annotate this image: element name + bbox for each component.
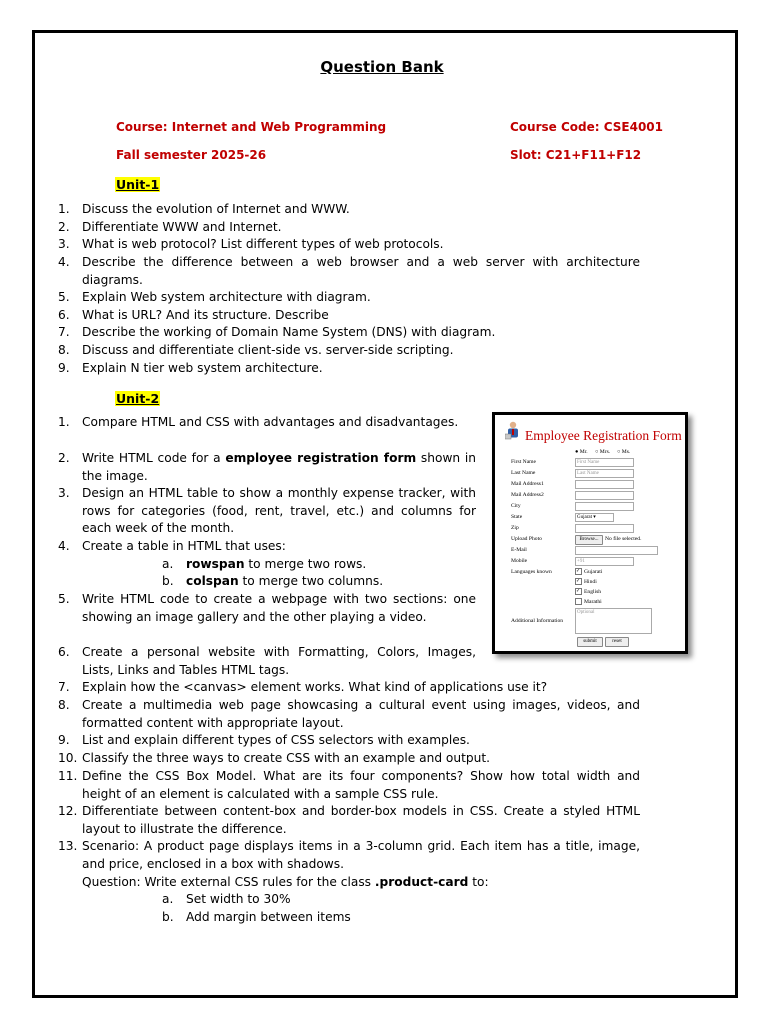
- mobile-input: +91: [575, 557, 634, 566]
- field-label: Last Name: [511, 470, 536, 476]
- form-title: Employee Registration Form: [525, 428, 682, 443]
- list-item: 2. Write HTML code for a employee registration form shown in the image.: [58, 451, 476, 483]
- course-code: Course Code: CSE4001: [510, 120, 663, 134]
- browse-button: Browse...: [575, 535, 603, 545]
- list-item: 11. Define the CSS Box Model. What are its four components? Show how total width and height of an element is calculated with a sample CSS rule.: [58, 769, 640, 801]
- radio-mrs: ○ Mrs.: [595, 449, 611, 455]
- first-name-input: First Name: [575, 458, 634, 467]
- reset-button: reset: [605, 637, 629, 647]
- list-item: 2. Differentiate WWW and Internet.: [58, 220, 282, 234]
- list-item: 7. Explain how the <canvas> element works. What kind of applications use it?: [58, 680, 548, 694]
- field-label: Upload Photo: [511, 536, 542, 542]
- checkbox-english: ✓ English: [576, 588, 602, 595]
- radio-mr: ● Mr.: [575, 449, 588, 455]
- list-item: 3. What is web protocol? List different types of web protocols.: [58, 237, 444, 251]
- list-item: a. Set width to 30%: [162, 892, 291, 906]
- semester: Fall semester 2025-26: [116, 148, 267, 162]
- list-item: 6. What is URL? And its structure. Describe: [58, 308, 329, 322]
- field-label: Additional Information: [511, 618, 564, 624]
- list-item: Question: Write external CSS rules for the class .product-card to:: [82, 875, 489, 889]
- list-item: 5. Write HTML code to create a webpage with two sections: one showing an image gallery and the other playing a video.: [58, 592, 476, 624]
- employee-form-image: [492, 412, 688, 654]
- list-item: 7. Describe the working of Domain Name System (DNS) with diagram.: [58, 325, 496, 339]
- list-item: b. colspan to merge two columns.: [162, 574, 384, 588]
- slot: Slot: C21+F11+F12: [510, 148, 642, 162]
- field-label: Zip: [511, 525, 519, 531]
- checkbox-marathi: Marathi: [575, 598, 602, 605]
- email-input: [575, 546, 658, 555]
- list-item: 4. Create a table in HTML that uses:: [58, 539, 286, 553]
- radio-ms: ○ Ms.: [617, 449, 631, 455]
- employee-icon: [505, 421, 521, 441]
- list-item: 3. Design an HTML table to show a monthly expense tracker, with rows for categories (food, rent, travel, etc.) and columns for each week of the month.: [58, 486, 476, 536]
- city-input: [575, 502, 634, 511]
- zip-input: [575, 524, 634, 533]
- page-title: Question Bank: [320, 58, 444, 76]
- list-item: 12. Differentiate between content-box and border-box models in CSS. Create a styled HTML layout to illustrate the difference.: [58, 804, 640, 836]
- field-label: State: [511, 514, 523, 520]
- field-label: City: [511, 503, 521, 509]
- list-item: 6. Create a personal website with Formatting, Colors, Images, Lists, Links and Tables HTML tags.: [58, 645, 476, 677]
- list-item: 1. Compare HTML and CSS with advantages and disadvantages.: [58, 415, 459, 429]
- state-select: Gujarat ▾: [575, 513, 614, 522]
- list-item: 4. Describe the difference between a web browser and a web server with architecture diagrams.: [58, 255, 640, 287]
- field-label: Languages known: [511, 569, 552, 575]
- unit-2-heading: Unit-2: [116, 391, 160, 406]
- unit-1-heading: Unit-1: [116, 177, 160, 192]
- course-name: Course: Internet and Web Programming: [116, 120, 387, 134]
- checkbox-gujarati: ✓ Gujarati: [576, 568, 603, 575]
- field-label: E-Mail: [511, 547, 527, 553]
- last-name-input: Last Name: [575, 469, 634, 478]
- list-item: b. Add margin between items: [162, 910, 351, 924]
- list-item: 8. Create a multimedia web page showcasing a cultural event using images, videos, and formatted content with appropriate layout.: [58, 698, 640, 730]
- field-label: Mobile: [511, 558, 528, 564]
- mail2-input: [575, 491, 634, 500]
- list-item: 5. Explain Web system architecture with diagram.: [58, 290, 371, 304]
- field-label: Mail Address2: [511, 492, 544, 498]
- list-item: 13. Scenario: A product page displays items in a 3-column grid. Each item has a title, image, and price, enclosed in a box with shadows.: [58, 839, 640, 871]
- field-label: First Name: [511, 459, 537, 465]
- additional-info-textarea: Optional: [575, 608, 652, 634]
- list-item: 9. List and explain different types of CSS selectors with examples.: [58, 733, 470, 747]
- list-item: 10. Classify the three ways to create CSS with an example and output.: [58, 751, 491, 765]
- field-label: Mail Address1: [511, 481, 544, 487]
- checkbox-hindi: ✓ Hindi: [576, 578, 597, 585]
- mail1-input: [575, 480, 634, 489]
- list-item: 9. Explain N tier web system architecture.: [58, 361, 323, 375]
- submit-button: submit: [577, 637, 603, 647]
- list-item: 8. Discuss and differentiate client-side vs. server-side scripting.: [58, 343, 454, 357]
- list-item: a. rowspan to merge two rows.: [162, 557, 367, 571]
- no-file-text: No file selected.: [605, 536, 642, 542]
- list-item: 1. Discuss the evolution of Internet and WWW.: [58, 202, 350, 216]
